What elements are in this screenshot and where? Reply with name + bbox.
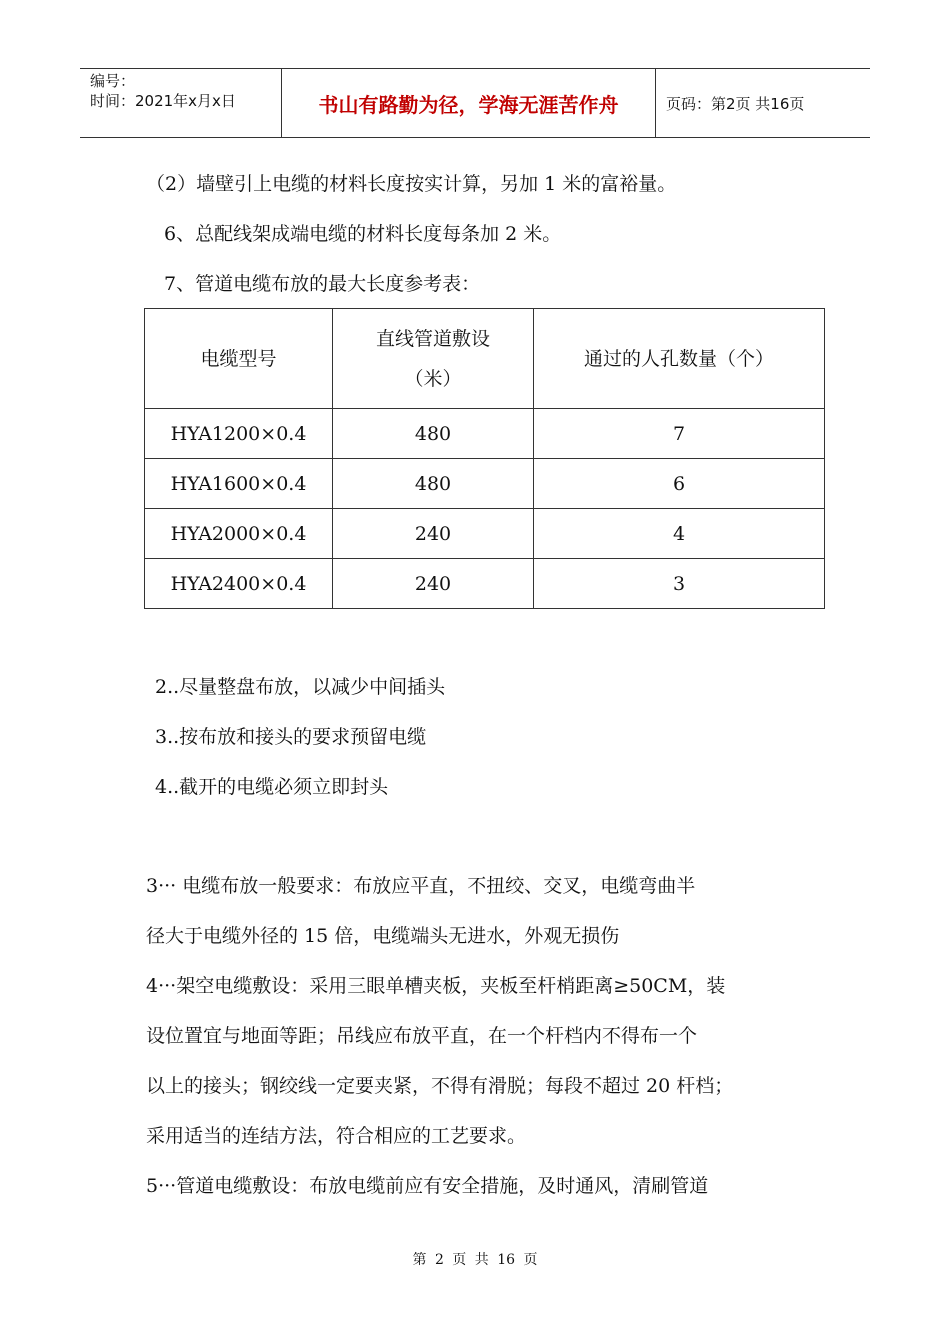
body-line-table-caption: 7、管道电缆布放的最大长度参考表： [164,273,481,295]
paragraph-line: 以上的接头；钢绞线一定要夹紧，不得有滑脱；每段不超过 20 杆档； [146,1075,734,1097]
cell-length: 240 [333,509,534,559]
table-row [145,559,825,609]
paragraph-line: 径大于电缆外径的 15 倍，电缆端头无进水，外观无损伤 [146,925,620,947]
paragraph-line: 3··· 电缆布放一般要求：布放应平直，不扭绞、交叉，电缆弯曲半 [146,875,696,897]
header-slogan: 书山有路勤为径，学海无涯苦作舟 [281,69,656,137]
cable-length-table [144,308,825,609]
table-row [145,509,825,559]
list-item: 3..按布放和接头的要求预留电缆 [155,726,427,748]
document-number-label: 编号： [90,72,136,90]
header-cell-manholes: 通过的人孔数量（个） [534,309,825,409]
cell-length: 480 [333,409,534,459]
header-cell-length [333,309,534,409]
cell-length: 240 [333,559,534,609]
cell-manholes: 4 [534,509,825,559]
header-meta [80,69,281,137]
header-length-line1: 直线管道敷设 [375,327,490,350]
paragraph-line: 4···架空电缆敷设：采用三眼单槽夹板，夹板至杆梢距离≥50CM，装 [146,975,726,997]
cell-model: HYA1200×0.4 [145,409,333,459]
paragraph-line: 设位置宜与地面等距；吊线应布放平直，在一个杆档内不得布一个 [146,1025,698,1047]
body-line-distribution-frame: 6、总配线架成端电缆的材料长度每条加 2 米。 [164,223,562,245]
cell-manholes: 7 [534,409,825,459]
body-line-wall-cable: （2）墙壁引上电缆的材料长度按实计算，另加 1 米的富裕量。 [146,173,677,195]
cell-model: HYA2400×0.4 [145,559,333,609]
table-row [145,459,825,509]
paragraph-line: 5···管道电缆敷设：布放电缆前应有安全措施，及时通风，清刷管道 [146,1175,709,1197]
table-row [145,409,825,459]
table-header-row [145,309,825,409]
cell-length: 480 [333,459,534,509]
cell-manholes: 6 [534,459,825,509]
header-page-info: 页码：第2页 共16页 [666,94,805,113]
paragraph-line: 采用适当的连结方法，符合相应的工艺要求。 [146,1125,527,1147]
page-header [80,68,870,138]
cell-manholes: 3 [534,559,825,609]
page-footer: 第 2 页 共 16 页 [412,1252,538,1268]
cell-model: HYA1600×0.4 [145,459,333,509]
list-item: 2..尽量整盘布放，以减少中间插头 [155,676,446,698]
header-length-line2: （米） [404,367,462,390]
list-item: 4..截开的电缆必须立即封头 [155,776,389,798]
header-cell-model: 电缆型号 [145,309,333,409]
cell-model: HYA2000×0.4 [145,509,333,559]
document-time-label: 时间：2021年x月x日 [90,92,236,110]
